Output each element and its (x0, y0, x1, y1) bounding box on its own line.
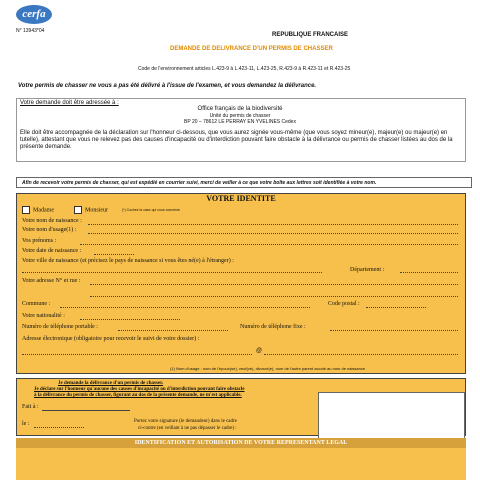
date-input[interactable] (34, 427, 84, 428)
madame-checkbox[interactable] (22, 206, 30, 214)
email-local-input[interactable] (22, 354, 252, 355)
declaration-text-2: à la délivrance du permis de chasser, figurant au dos de la présente demande, ne m'est applicable. (34, 393, 242, 398)
declaration-title: Je demande la délivrance d'un permis de chasser. (58, 381, 164, 386)
mobile-phone-input[interactable] (118, 330, 228, 331)
representative-heading: IDENTIFICATION ET AUTORISATION DE VOTRE REPRESENTANT LEGAL (134, 440, 348, 446)
ofb-name: Office français de la biodiversité (197, 106, 283, 112)
monsieur-note: (*) Cochez la case qui vous concerne (122, 208, 180, 212)
mobile-phone-label: Numéro de téléphone portable : (22, 324, 98, 330)
fait-a-label: Fait à : (22, 404, 39, 410)
fait-a-input[interactable] (42, 410, 130, 411)
email-domain-input[interactable] (264, 354, 458, 355)
address-street-input-2[interactable] (90, 296, 458, 297)
nationality-label: Votre nationalité : (22, 313, 65, 319)
email-at-sign: @ (256, 348, 263, 354)
republic-label: REPUBLIQUE FRANCAISE (272, 32, 349, 38)
department-input[interactable] (400, 272, 458, 273)
form-number: N° 13943*04 (16, 28, 45, 34)
usage-name-footnote: (1) Nom d'usage : nom de l'époux(se), veuf(ve), divorcé(e), nom de l'autre parent accolé au nom de naissance (170, 366, 366, 371)
signature-instruction-2: ci-contre (en veillant à ne pas dépasser le cadre) : (138, 426, 237, 431)
nationality-input[interactable] (80, 319, 180, 320)
birth-name-input[interactable] (88, 224, 458, 225)
postal-code-input[interactable] (366, 307, 426, 308)
birth-date-label: Votre date de naissance : (22, 248, 82, 254)
mail-notice: Afin de recevoir votre permis de chasser, qui est expédié en courrier suivi, merci de veiller à ce que votre boîte aux lettres soit identifiée à votre nom. (22, 180, 377, 186)
address-body: Elle doit être accompagnée de la déclaration sur l'honneur ci-dessous, que vous aurez signée vous-même (que vous soyez mineur(e), majeur(e) ou majeur(e) en tutelle), attestant que vous ne relevez pas des causes d'incapacité ou d'interdiction pouvant faire obstacle à la délivrance ou permis de chasser listées au dos de la présente demande. (20, 130, 453, 150)
city-input[interactable] (60, 307, 310, 308)
first-names-label: Vos prénoms : (22, 238, 57, 244)
monsieur-label: Monsieur (85, 207, 108, 214)
landline-phone-input[interactable] (330, 330, 458, 331)
address-street-input[interactable] (90, 284, 458, 285)
legal-reference: Code de l'environnement articles L.423-9 à L.423-11, L.423-25, R.423-9 à R.423-11 et R.423-25 (138, 66, 351, 72)
city-label: Commune : (22, 301, 51, 307)
usage-name-input[interactable] (88, 233, 458, 234)
ofb-unit: Unité du permis de chasser (209, 113, 271, 119)
landline-phone-label: Numéro de téléphone fixe : (240, 324, 306, 330)
form-title: DEMANDE DE DELIVRANCE D'UN PERMIS DE CHASSER (170, 46, 333, 52)
birth-name-label: Votre nom de naissance : (22, 218, 82, 224)
cerfa-logo: cerfa (16, 5, 52, 24)
monsieur-checkbox[interactable] (74, 206, 82, 214)
first-names-input[interactable] (80, 244, 458, 245)
email-label: Adresse électronique (obligatoire pour recevoir le suivi de votre dossier) : (22, 336, 200, 342)
ofb-address: BP 20 – 78612 LE PERRAY EN YVELINES Cedex (184, 119, 296, 125)
address-street-label: Votre adresse N° et rue : (22, 278, 81, 284)
usage-name-label: Votre nom d'usage(1) : (22, 227, 77, 233)
issuance-notice: Votre permis de chasser ne vous a pas été délivré à l'issue de l'examen, et vous demandez la délivrance. (18, 83, 317, 89)
address-label: Votre demande doit être adressée à : (20, 100, 119, 106)
date-label: le : (22, 421, 30, 427)
madame-option[interactable] (22, 206, 54, 214)
postal-code-label: Code postal : (328, 301, 360, 307)
madame-label: Madame (33, 207, 54, 214)
declaration-text-1: Je déclare sur l'honneur qu'aucune des causes d'incapacité ou d'interdiction pouvant faire obstacle (34, 387, 245, 392)
representative-section (16, 448, 466, 480)
birth-city-input[interactable] (22, 272, 322, 273)
department-label: Département : (350, 267, 385, 273)
identity-heading: VOTRE IDENTITE (206, 194, 276, 203)
monsieur-option[interactable] (74, 206, 108, 214)
signature-instruction-1: Portez votre signature (le demandeur) dans le cadre (134, 419, 237, 424)
birth-city-label: Votre ville de naissance (et précisez le pays de naissance si vous êtes né(e) à l'étranger) : (22, 258, 234, 264)
birth-date-input[interactable] (94, 254, 134, 255)
